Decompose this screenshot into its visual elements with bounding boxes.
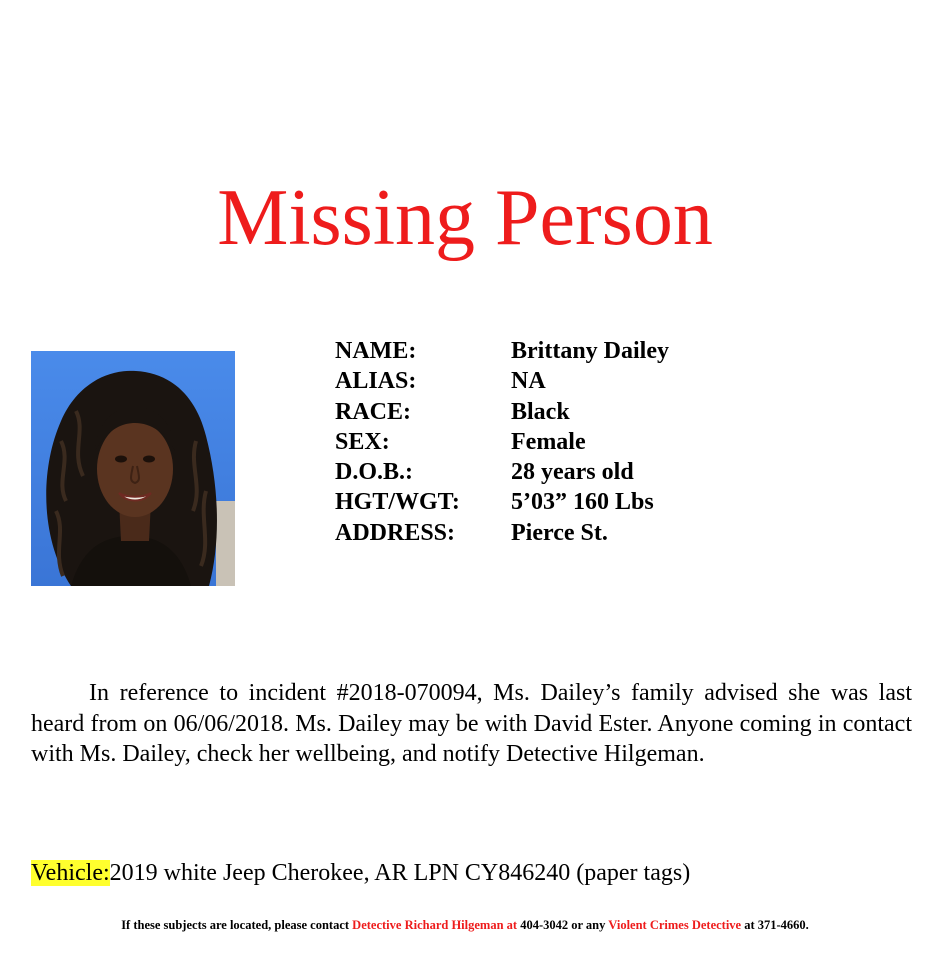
detail-label: RACE: [335, 398, 411, 425]
footer-phone-2: at 371-4660. [741, 918, 809, 932]
footer-prefix: If these subjects are located, please contact [121, 918, 353, 932]
detail-label: ALIAS: [335, 368, 417, 395]
detail-value: Female [511, 428, 586, 455]
detail-row-height-weight [335, 487, 669, 517]
vehicle-label: Vehicle: [31, 860, 110, 886]
detail-row-alias [335, 366, 669, 396]
detail-value: NA [511, 368, 546, 395]
footer-phone-1: 404-3042 or any [517, 918, 609, 932]
detail-value: Pierce St. [511, 519, 608, 546]
detail-value: Brittany Dailey [511, 338, 669, 364]
detail-label: ADDRESS: [335, 519, 456, 546]
detail-row-dob [335, 457, 669, 487]
detail-row-name [335, 336, 669, 366]
detail-value: 28 years old [511, 459, 634, 486]
person-photo [31, 351, 235, 586]
page-title: Missing Person [217, 174, 713, 262]
person-details [335, 336, 669, 548]
footer-detective: Detective Richard Hilgeman at [352, 918, 518, 932]
detail-label: D.O.B.: [335, 459, 413, 486]
detail-label: HGT/WGT: [335, 489, 460, 516]
detail-value: 5’03” 160 Lbs [511, 489, 654, 516]
detail-label: NAME: [335, 338, 417, 364]
detail-row-address [335, 518, 669, 548]
detail-value: Black [511, 398, 570, 425]
detail-row-sex [335, 427, 669, 457]
detail-label: SEX: [335, 428, 390, 455]
footer-unit: Violent Crimes Detective [608, 918, 742, 932]
vehicle-line [31, 856, 690, 890]
detail-row-race [335, 397, 669, 427]
incident-paragraph: In reference to incident #2018-070094, Ms. Dailey’s family advised she was last heard from on 06/06/2018. Ms. Dailey may be with David Ester. Anyone coming in contact with Ms. Dailey, check her wellbeing, and notify Detective Hilgeman. [31, 680, 912, 767]
vehicle-description: 2019 white Jeep Cherokee, AR LPN CY846240 (paper tags) [109, 860, 691, 886]
contact-footer [0, 918, 930, 933]
